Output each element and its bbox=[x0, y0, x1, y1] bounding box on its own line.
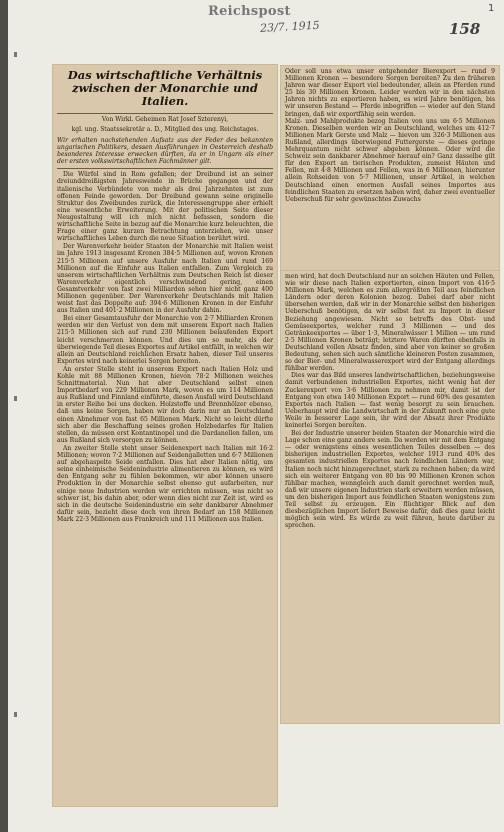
article-paragraph: Bei einer Gesamtausfuhr der Monarchie von 2·7 Milliarden Kronen werden wir den Verlust von dem mit unserem Export nach Italien 215·5 Millionen sich auf rund 230 Millionen belaufenden Export leicht verschmerzen können. Und dies um so mehr, als der überwiegende Teil dieses Exportes auf Artikel entfällt, in welchen wir allein an Deutschland reichlichen Ersatz haben, dieser Teil unseres Exportes wird nach keinerlei Sorgen bereiten. bbox=[57, 315, 273, 365]
binding-edge bbox=[0, 0, 8, 832]
article-continuation: Oder soll uns etwa unser entgehender Bierexport — rund 9 Millionen Kronen — besondere Sorgen bereiten? Zu den früheren Jahren war dieser Export viel bedeutender, allein an Pferden rund 25 bis 30 Millionen Kronen. Leider werden wir in den nächsten Jahren nichts zu exportieren haben, es wird Jahre benötigen, bis wir unseren Bestand — Pferde inbegriffen — wieder auf den Stand bringen, daß wir exportfähig sein werden. Malz- und Mahlprodukte bezog Italien von uns um 6·5 Millionen Kronen. Dieselben werden wir an Deutschland, welches um 412·7 Millionen Mark Gerste und Malz — hievon um 326·3 Millionen aus Rußland, allerdings überwiegend Futtergerste — dieses geringe Mehrquantum nicht schwer abgeben können. Oder wird die Schweiz sein dankbarer Abnehmer hierauf ein? Ganz dasselbe gilt für den Export an tierischen Produkten, zumeist Häuten und Fellen, mit 4·8 Millionen und Fellen, was in 6 Millionen, hierunter allein Rohseiden von 5·7 Millionen, unser Artikel, in welchen Deutschland einen enormen Ausfall seines Importes aus feindlichen Staaten zu ersetzen haben wird, daher zwei eventueller Ueberschuß für sehr gewünschtes Zuwachs bbox=[285, 68, 495, 203]
punch-mark bbox=[14, 396, 17, 401]
article-paragraph: men wird, hat doch Deutschland nur an solchen Häuten und Fellen, wie wir diese nach Italien exportierten, einen Import von 416·5 Millionen Mark, welchen es zum allergrößten Teil aus feindlichen Ländern oder deren Kolonien bezog. Dabei darf aber nicht übersehen werden, daß wir in der Monarchie selbst den bisherigen Ueberschuß benötigen, da wir selbst fast zu Import in dieser Beziehung angewiesen. Nicht so betreffs des Obst- und Gemüseexportes, welcher rund 3 Millionen — und des Getränkeexportes — über 1·3, Mineralwässer 1 Million — um rund 2·5 Millionen Kronen beträgt; letztere Waren dürften ebenfalls in Deutschland vollen Absatz finden, sind aber von keiner so großen Bedeutung, sehen sich auch sämtliche kleineren Posten zusammen, so der Bier- und Mineralwasserexport wird der Entgang allerdings fühlbar werden. bbox=[285, 273, 495, 373]
newspaper-masthead: Reichspost bbox=[208, 4, 291, 19]
handwritten-date: 23/7. 1915 bbox=[259, 18, 321, 35]
clipping-right-bottom bbox=[281, 271, 499, 723]
article-paragraph: Bei der Industrie unserer beiden Staaten der Monarchie wird die Lage schon eine ganz andere sein. Da werden wir mit dem Entgang — oder wenigstens eines wesentlichen Teiles desselben — des bisherigen industriellen Exportes, welcher 1913 rund 40% des gesamten industriellen Exportes nach feindlichen Ländern war, Italien noch nicht hinzugerechnet, stark zu rechnen haben; da wird sich ein weiterer Entgang von 80 bis 90 Millionen Kronen schon fühlbar machen, wenngleich auch damit gerechnet werden muß, daß wir unsere eigenen Industrien stark erweitern werden müssen, um den bisherigen Import aus feindlichen Staaten wenigstens zum Teil selbst zu erzeugen. Ein flüchtiger Blick auf den diesbezüglichen Import liefert Beweise dafür, daß dies ganz leicht möglich sein wird. Es würde zu weit führen, heute darüber zu sprechen. bbox=[285, 430, 495, 530]
author-role: kgl. ung. Staatssekretär a. D., Mitglied des ung. Reichstages. bbox=[71, 126, 259, 133]
article-paragraph: Der Warenverkehr beider Staaten der Monarchie mit Italien weist im Jahre 1913 insgesamt Kronen 384·5 Millionen auf, wovon Kronen 215·5 Millionen auf unsere Ausfuhr nach Italien und rund 169 Millionen auf die Einfuhr aus Italien entfallen. Zum Vergleich zu unserem wirtschaftlichen Verhältnis zum Deutschen Reich ist dieser Warenverkehr eigentlich verschwindend gering, einen Gesamtverkehr von fast zwei Milliarden sehen hier nicht ganz 400 Millionen gegenüber. Der Warenverkehr Deutschlands mit Italien weist fast das Doppelte auf: 394·6 Millionen Kronen in der Einfuhr aus Italien und 401·2 Millionen in der Ausfuhr dahin. bbox=[57, 243, 273, 315]
article-paragraph: Dies war das Bild unseres landwirtschaftlichen, beziehungsweise damit verbundenen industriellen Exportes, nicht wenig hat der Zuckerexport von 3·6 Millionen zu nehmen mir, damit ist der Entgang von etwa 140 Millionen Export — rund 60% des gesamten Exportes nach Italien — fast wenig besorgt zu sein brauchen. Ueberhaupt wird die Landwirtschaft in der Zukunft noch eine gute Weile in besserer Lage sein, ihr wird der Absatz ihrer Produkte keinerlei Sorgen bereiten. bbox=[285, 372, 495, 429]
clipping-right-top bbox=[281, 66, 499, 270]
divider bbox=[57, 168, 273, 169]
article-headline: Das wirtschaftliche Verhältnis zwischen der Monarchie und Italien. bbox=[67, 68, 263, 108]
punch-mark bbox=[14, 712, 17, 717]
article-byline: Von Wirkl. Geheimen Rat Josef Szterenyi, bbox=[101, 116, 229, 123]
article-paragraph: An erster Stelle steht in unserem Export nach Italien Holz und Kohle mit 88 Millionen Kronen, hievon 78·2 Millionen weiches Schnittmaterial. Nun hat aber Deutschland selbst einen Importbedarf von 229 Millionen Mark, wovon es um 114 Millionen aus Rußland und Finnland einführte, diesen Ausfall wird Deutschland in erster Reihe bei uns decken. Holzstoffe und Brennhölzer ebenso, daß uns keine Sorgen, haben wir doch darin nur an Deutschland einen Abnehmer von fast 65 Millionen Mark. Nicht so leicht dürfte sich aber die Beschaffung seines großen Holzbedarfes für Italien stellen, da müssen erst Kontantinopel und die Dardanellen fallen, um aus Rußland sich versorgen zu können. bbox=[57, 365, 273, 444]
corner-page-number: 1 bbox=[488, 3, 495, 14]
clipping-left-column bbox=[53, 65, 277, 806]
article-paragraph: Die Würfel sind in Rom gefallen; der Dreibund ist an seiner dreiunddreißigsten Jahreswende in Brüche gegangen und der italienische Verbündete von mehr als drei Jahrzehnten ist zum offenen Feinde geworden. Der Dreibund gewann seine originelle Struktur des Zweibundes zurück, die Interessengruppe aber erhielt eine wesentliche Erweiterung. Mit der politischen Seite dieser Neugestaltung will ich mich nicht befassen, sondern die wirtschaftliche Seite in bezug auf die Monarchie kurz beleuchten, die Frage einer ganz kurzen Betrachtung unterziehen, wie unser wirtschaftliches Leben durch die neue Situation berührt wird. bbox=[57, 171, 273, 243]
article-paragraph: An zweiter Stelle steht unser Seidenexport nach Italien mit 16·2 Millionen; wovon 7·2 Millionen auf Seidengalletten und 6·7 Millionen auf abgehaspelte Seide entfallen. Dies hat aber Italien nötig, um seine einheimische Seidenindustrie alimentieren zu können, es wird den Entgang sehr zu fühlen bekommen, wir aber können unsere Produktion in der Monarchie selbst ebenso gut aufarbeiten, nur einige neue Industrien werden wir errichten müssen, was nicht so schwer ist, bis dahin aber, oder wenn dies nicht zur Zeit ist, wird es sich in die deutsche Seidenindustrie ein sehr dankbarer Abnehmer dafür sein, bezieht diese doch von ihren Bedarf an 158 Millionen Mark 22·3 Millionen aus Frankreich und 111 Millionen aus Italien. bbox=[57, 444, 273, 523]
handwritten-archive-number: 158 bbox=[449, 20, 481, 38]
punch-mark bbox=[14, 52, 17, 57]
divider bbox=[57, 113, 273, 114]
editorial-intro: Wir erhalten nachstehenden Aufsatz aus der Feder des bekannten ungarischen Politikers, dessen Ausführungen in Oesterreich deshalb besonderes Interesse erwecken dürften, da er in Ungarn als einer der ersten volkswirtschaftlichen Fachmänner gilt. bbox=[57, 137, 273, 166]
